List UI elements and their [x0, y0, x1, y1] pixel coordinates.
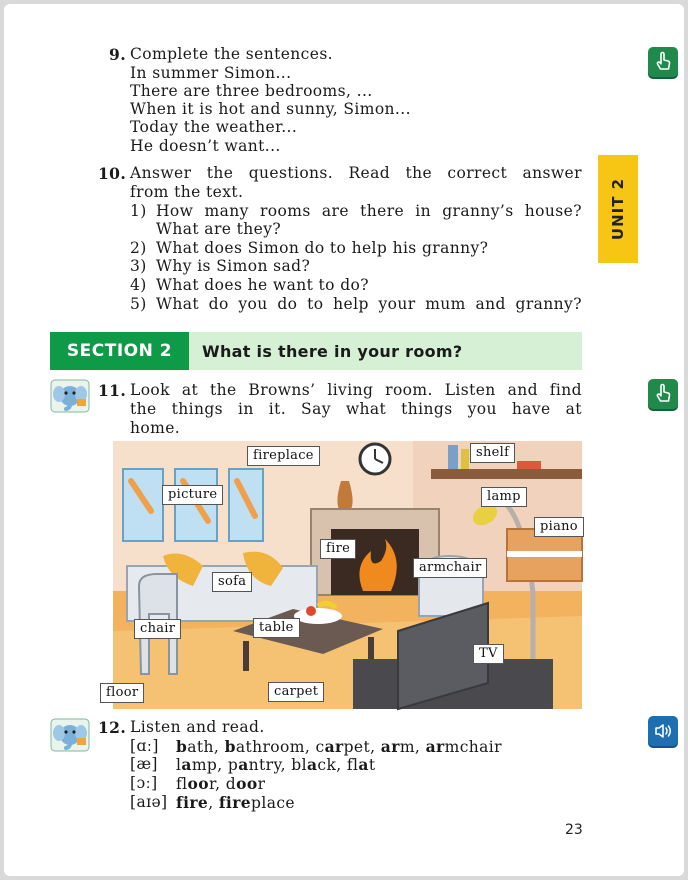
question-text: What does he want to do?: [156, 276, 369, 294]
exercise-number: 11.: [98, 381, 127, 400]
section-title: What is there in your room?: [202, 341, 463, 361]
label-chair: chair: [134, 619, 181, 639]
sentence-line: He doesn’t want...: [130, 137, 281, 155]
touch-icon[interactable]: [648, 379, 678, 409]
living-room-drawing: [113, 441, 582, 709]
elephant-mascot-icon: [50, 718, 90, 752]
exercise-instruction-cont: from the text.: [130, 183, 244, 201]
label-fire: fire: [320, 539, 356, 559]
question-number: 2): [130, 239, 147, 257]
phonetic-words: floor, door: [176, 774, 266, 793]
question-text-cont: What are they?: [156, 220, 282, 238]
elephant-mascot-icon: [50, 379, 90, 413]
question-number: 5): [130, 295, 147, 313]
question-text: What does Simon do to help his granny?: [156, 239, 489, 257]
question-text: Why is Simon sad?: [156, 257, 311, 275]
exercise-instruction: the things in it. Say what things you have at: [130, 400, 582, 418]
phonetic-symbol: [aɪə]: [130, 793, 168, 811]
sentence-line: In summer Simon...: [130, 64, 292, 82]
exercise-instruction: Complete the sentences.: [130, 45, 334, 63]
phonetic-symbol: [ɔː]: [130, 774, 158, 792]
touch-icon[interactable]: [648, 47, 678, 77]
sentence-line: There are three bedrooms, ...: [130, 82, 373, 100]
label-piano: piano: [534, 517, 584, 537]
label-shelf: shelf: [470, 443, 515, 463]
phonetic-words: fire, fireplace: [176, 793, 296, 812]
label-tv: TV: [473, 644, 504, 664]
question-number: 3): [130, 257, 147, 275]
phonetic-words: bath, bathroom, carpet, arm, armchair: [176, 737, 502, 756]
exercise-number: 12.: [98, 718, 127, 737]
exercise-instruction: Answer the questions. Read the correct answer: [130, 164, 582, 182]
label-fireplace: fireplace: [247, 446, 320, 466]
unit-tab[interactable]: UNIT 2: [598, 155, 638, 263]
question-number: 4): [130, 276, 147, 294]
phonetic-symbol: [æ]: [130, 755, 158, 773]
speaker-icon[interactable]: [648, 716, 678, 746]
question-text: How many rooms are there in granny’s house?: [156, 202, 582, 220]
exercise-instruction-cont: home.: [130, 419, 181, 437]
label-sofa: sofa: [212, 572, 252, 592]
living-room-illustration: [106, 441, 582, 709]
label-armchair: armchair: [413, 558, 487, 578]
exercise-instruction: Look at the Browns’ living room. Listen and find: [130, 381, 582, 399]
sentence-line: Today the weather...: [130, 118, 298, 136]
section-header: [50, 332, 582, 370]
exercise-number: 9.: [109, 45, 126, 64]
sentence-line: When it is hot and sunny, Simon...: [130, 100, 411, 118]
exercise-instruction: Listen and read.: [130, 718, 265, 736]
question-text: What do you do to help your mum and granny?: [156, 295, 582, 313]
label-table: table: [253, 618, 300, 638]
exercise-number: 10.: [98, 164, 127, 183]
page-number: 23: [565, 822, 583, 838]
phonetic-words: lamp, pantry, black, flat: [176, 755, 376, 774]
section-label: SECTION 2: [50, 332, 189, 370]
label-carpet: carpet: [268, 682, 324, 702]
phonetic-symbol: [ɑː]: [130, 737, 159, 755]
label-floor: floor: [100, 683, 144, 703]
question-number: 1): [130, 202, 147, 220]
label-picture: picture: [162, 485, 223, 505]
label-lamp: lamp: [481, 487, 527, 507]
